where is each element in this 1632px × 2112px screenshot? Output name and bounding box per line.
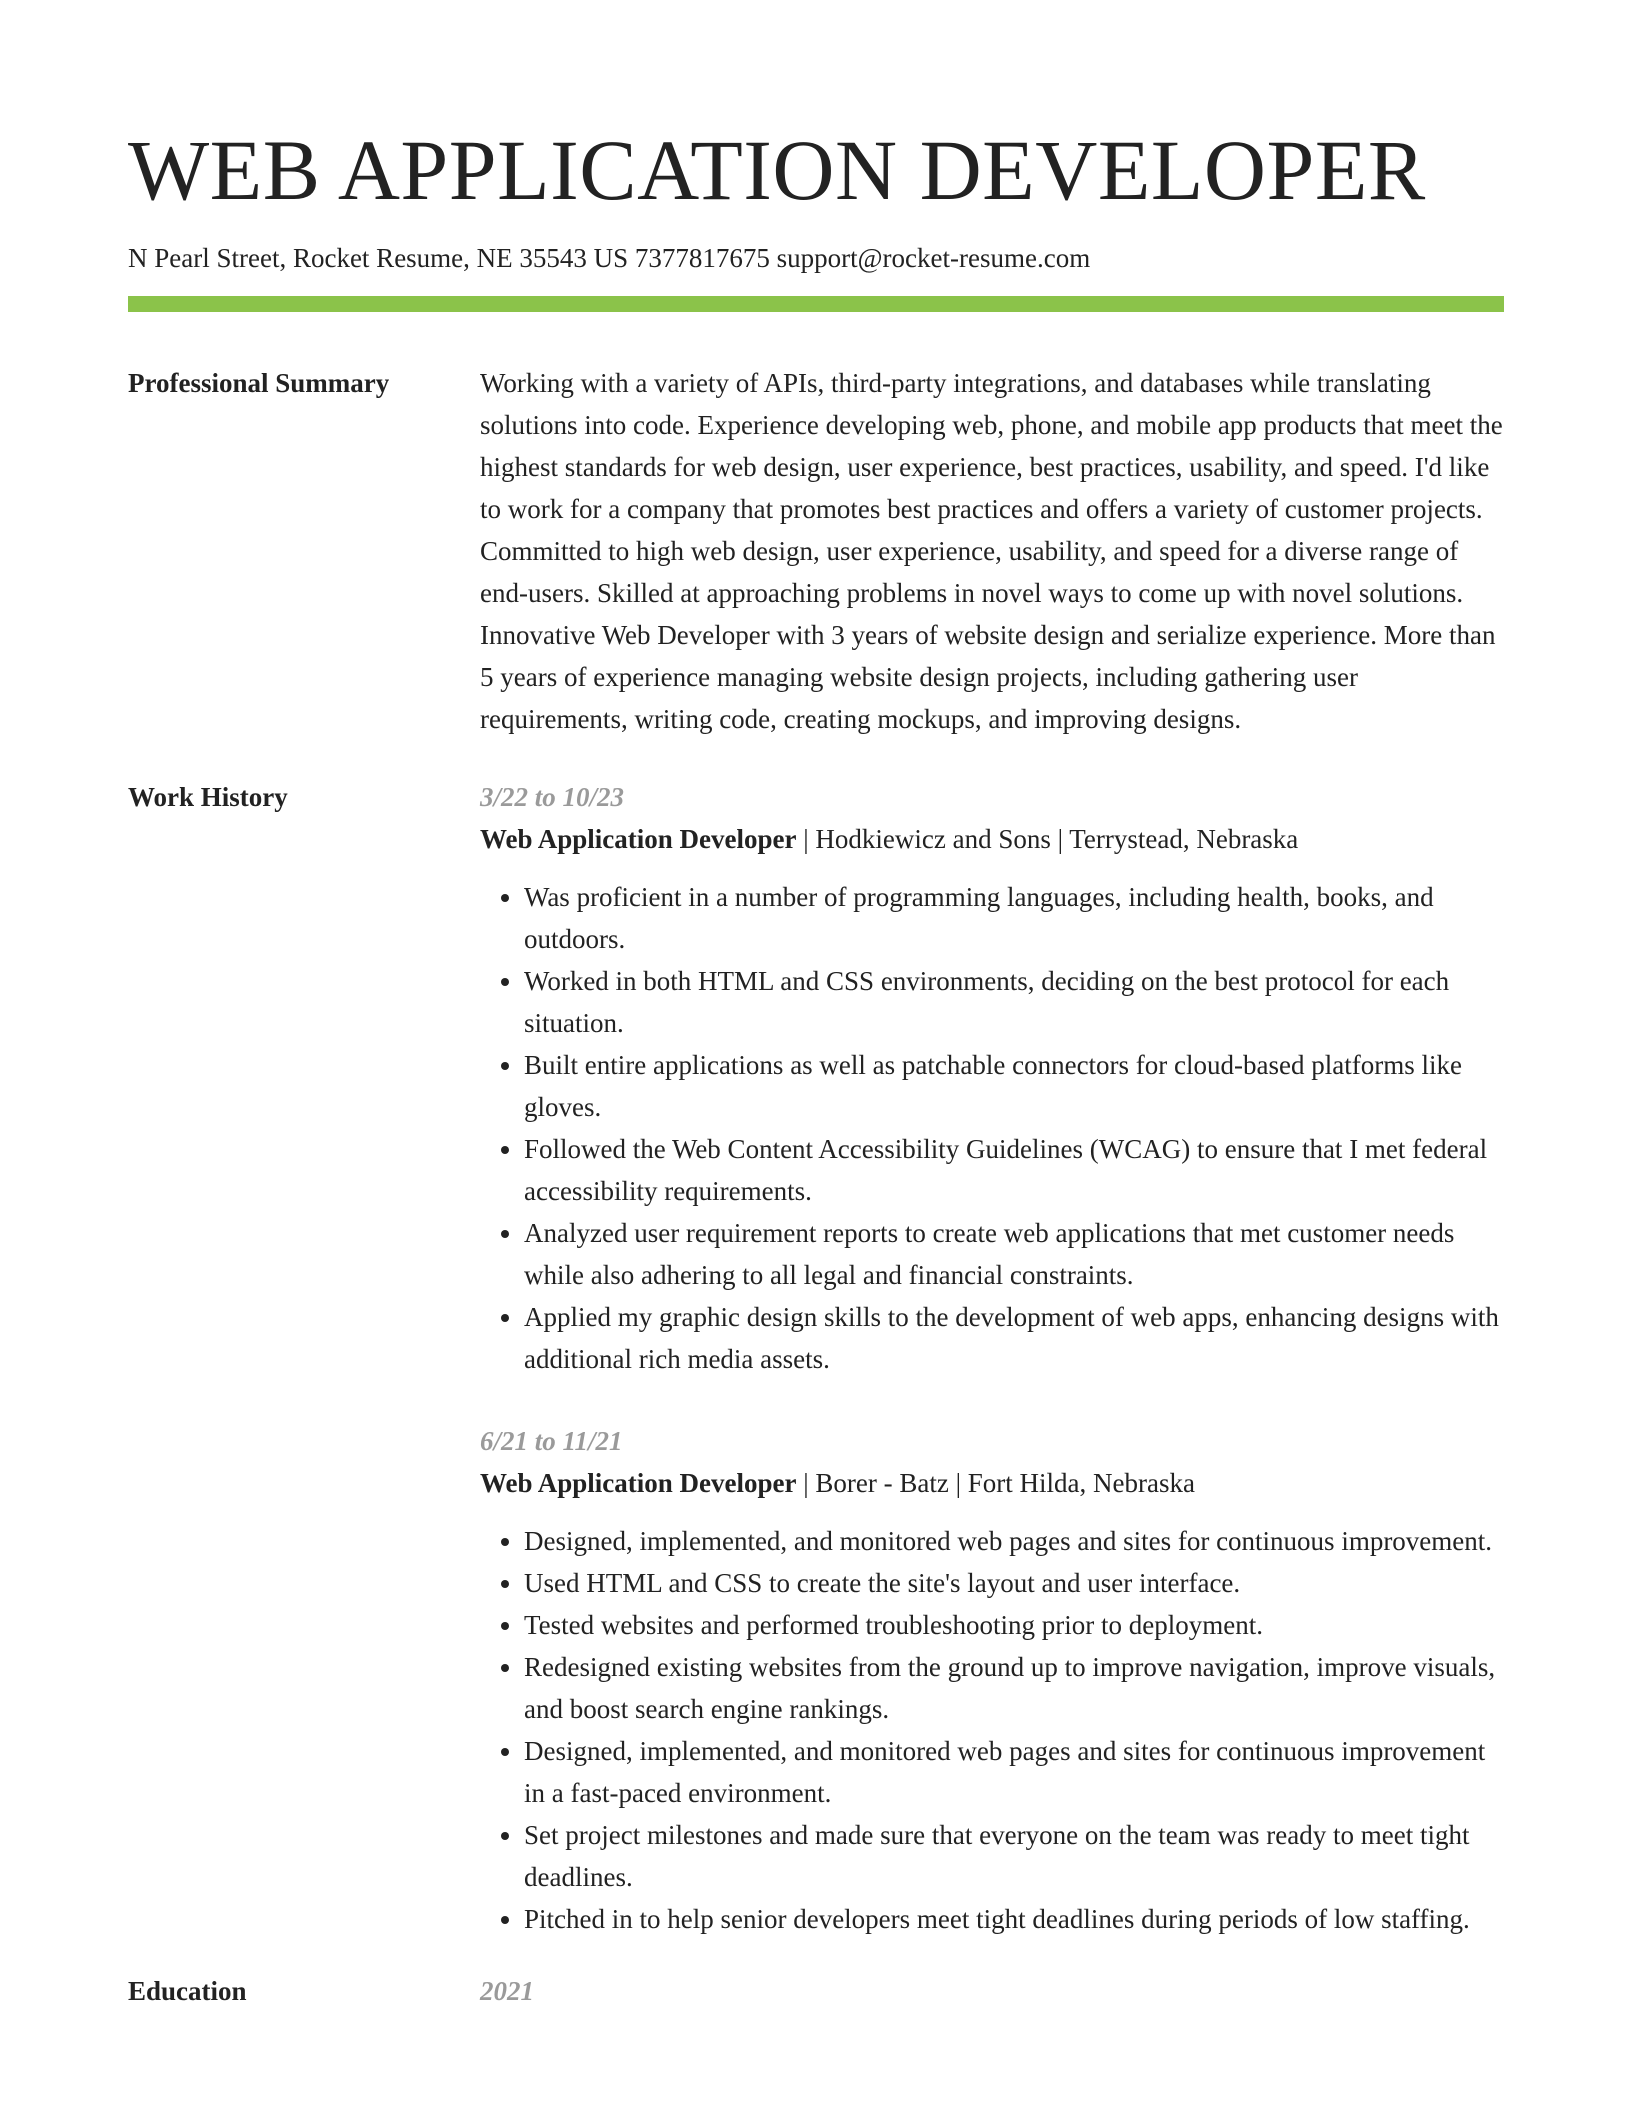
job-employer-location: | Hodkiewicz and Sons | Terrystead, Nebraska (796, 824, 1299, 854)
accent-divider (128, 296, 1504, 312)
summary-text: Working with a variety of APIs, third-party integrations, and databases while translating solutions into code. Experience developing web, phone, and mobile app products that meet the highest standards for web design, user experience, best practices, usability, and speed. I'd like to work for a company that promotes best practices and offers a variety of customer projects. Committed to high web design, user experience, usability, and speed for a diverse range of end-users. Skilled at approaching problems in novel ways to come up with novel solutions. Innovative Web Developer with 3 years of website design and serialize experience. More than 5 years of experience managing website design projects, including gathering user requirements, writing code, creating mockups, and improving designs. (480, 368, 1503, 734)
job-duty: • Designed, implemented, and monitored web pages and sites for continuous improvement. (524, 1520, 1504, 1562)
resume-page (128, 0, 1504, 2012)
job-title: Web Application Developer (480, 1468, 797, 1498)
job-dates: 3/22 to 10/23 (480, 782, 625, 812)
job-dates: 6/21 to 11/21 (480, 1426, 623, 1456)
section-label-education: Education (128, 1976, 247, 2006)
job-duty: • Set project milestones and made sure that everyone on the team was ready to meet tight deadlines. (524, 1814, 1504, 1898)
job-heading (480, 1462, 1504, 1504)
job-duty: • Designed, implemented, and monitored web pages and sites for continuous improvement in a fast-paced environment. (524, 1730, 1504, 1814)
job-duty: • Used HTML and CSS to create the site's layout and user interface. (524, 1562, 1504, 1604)
section-label-summary: Professional Summary (128, 368, 390, 398)
education-section (128, 1970, 1504, 2012)
work-history-body (480, 776, 1504, 1940)
resume-title: WEB APPLICATION DEVELOPER (128, 122, 1426, 218)
job-duty: • Analyzed user requirement reports to create web applications that met customer needs while also adhering to all legal and financial constraints. (524, 1212, 1504, 1296)
job-heading (480, 818, 1504, 860)
job-entry (480, 1420, 1504, 1940)
job-duty: • Built entire applications as well as patchable connectors for cloud-based platforms like gloves. (524, 1044, 1504, 1128)
job-duty: • Redesigned existing websites from the ground up to improve navigation, improve visuals, and boost search engine rankings. (524, 1646, 1504, 1730)
contact-info: N Pearl Street, Rocket Resume, NE 35543 US 7377817675 support@rocket-resume.com (128, 243, 1091, 273)
work-history-section (128, 776, 1504, 1940)
education-dates: 2021 (480, 1976, 534, 2006)
job-duties-list (480, 876, 1504, 1380)
job-duties-list (480, 1520, 1504, 1940)
job-employer-location: | Borer - Batz | Fort Hilda, Nebraska (796, 1468, 1195, 1498)
job-duty: • Followed the Web Content Accessibility Guidelines (WCAG) to ensure that I met federal accessibility requirements. (524, 1128, 1504, 1212)
job-duty: • Tested websites and performed troubleshooting prior to deployment. (524, 1604, 1504, 1646)
job-duty: • Applied my graphic design skills to the development of web apps, enhancing designs with additional rich media assets. (524, 1296, 1504, 1380)
professional-summary-section (128, 362, 1504, 740)
job-duty: • Worked in both HTML and CSS environments, deciding on the best protocol for each situation. (524, 960, 1504, 1044)
job-title: Web Application Developer (480, 824, 797, 854)
education-body (480, 1970, 1504, 2012)
section-label-work-history: Work History (128, 782, 288, 812)
job-duty: • Was proficient in a number of programming languages, including health, books, and outdoors. (524, 876, 1504, 960)
job-duty: • Pitched in to help senior developers meet tight deadlines during periods of low staffing. (524, 1898, 1504, 1940)
job-entry (480, 776, 1504, 1380)
